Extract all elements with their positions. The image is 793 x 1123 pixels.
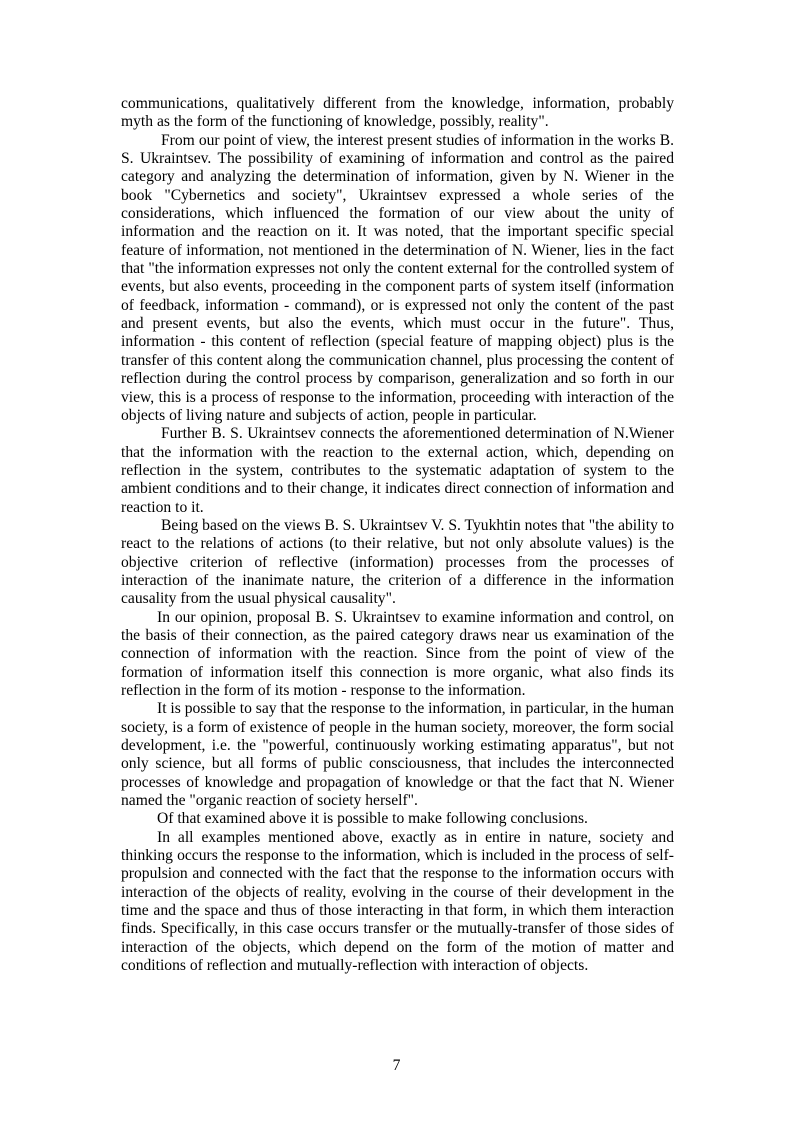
paragraph-ukraintsev-studies: From our point of view, the interest present studies of information in the works B. S. Ukraintsev. The possibility of examining of information and control as the paired category and analyzing the determination of information, given by N. Wiener in the book "Cybernetics and society", Ukraintsev expressed a whole series of the considerations, which influenced the formation of our view about the unity of information and the reaction on it. It was noted, that the important specific special feature of information, not mentioned in the determination of N. Wiener, lies in the fact that "the information expresses not only the content external for the controlled system of events, but also events, proceeding in the component parts of system itself (information of feedback, information - command), or is expressed not only the content of the past and present events, but also the events, which must occur in the future". Thus, information - this content of reflection (special feature of mapping object) plus is the transfer of this content along the communication channel, plus processing the content of reflection during the control process by comparison, generalization and so forth in our view, this is a process of response to the information, proceeding with interaction of the objects of living nature and subjects of action, people in particular. [121,131,674,424]
paragraph-our-opinion: In our opinion, proposal B. S. Ukraintsev to examine information and control, on the basis of their connection, as the paired category draws near us examination of the connection of information with the reaction. Since from the point of view of the formation of information itself this connection is more organic, what also finds its reflection in the form of its motion - response to the information. [121,608,674,699]
paragraph-conclusions: In all examples mentioned above, exactly as in entire in nature, society and thinking occurs the response to the information, which is included in the process of self-propulsion and connected with the fact that the response to the information occurs with interaction of the objects of reality, evolving in the course of their development in the time and the space and thus of those interacting in that form, in which them interaction finds. Specifically, in this case occurs transfer or the mutually-transfer of those sides of interaction of the objects, which depend on the form of the motion of matter and conditions of reflection and mutually-reflection with interaction of objects. [121,828,674,975]
paragraph-tyukhtin-views: Being based on the views B. S. Ukraintsev V. S. Tyukhtin notes that "the ability to react to the relations of actions (to their relative, but not only absolute values) is the objective criterion of reflective (information) processes from the processes of interaction of the inanimate nature, the criterion of a difference in the information causality from the usual physical causality". [121,516,674,608]
page-number: 7 [392,1057,401,1074]
paragraph-conclusions-intro: Of that examined above it is possible to make following conclusions. [157,810,588,828]
document-body [121,95,674,976]
paragraph-continuation: communications, qualitatively different from the knowledge, information, probably myth as the form of the functioning of knowledge, possibly, reality". [121,95,674,131]
paragraph-human-society: It is possible to say that the response to the information, in particular, in the human society, is a form of existence of people in the human society, moreover, the form social development, i.e. the "powerful, continuously working estimating apparatus", but not only science, but all forms of public consciousness, that includes the interconnected processes of knowledge and propagation of knowledge or that the fact that N. Wiener named the "organic reaction of society herself". [121,700,674,810]
paragraph-wiener-reaction: Further B. S. Ukraintsev connects the aforementioned determination of N.Wiener that the information with the reaction to the external action, which, depending on reflection in the system, contributes to the systematic adaptation of system to the ambient conditions and to their change, it indicates direct connection of information and reaction to it. [121,425,674,516]
